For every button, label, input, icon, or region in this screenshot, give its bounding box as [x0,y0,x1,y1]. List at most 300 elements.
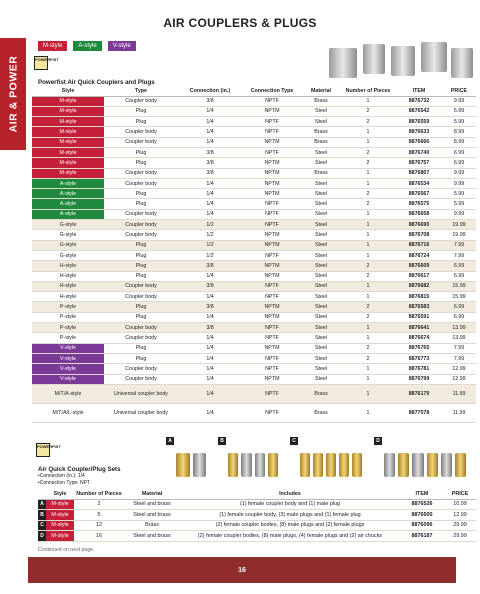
column-header: Style [46,490,74,499]
table-row [32,374,476,384]
type-cell: Plug [104,199,178,209]
column-header-letter [38,490,46,499]
connection-type-cell: NPTF [242,333,302,343]
table-row [32,220,476,230]
column-header: ITEM [400,490,444,499]
pieces-cell: 2 [340,199,396,209]
type-cell: Universal coupler body [104,403,178,422]
coupler-photo-2 [363,44,385,74]
kit-piece [241,453,251,477]
table-row [32,302,476,312]
item-cell: 8876682 [396,281,442,291]
material-cell: Steel [302,271,340,281]
connection-cell: 1/4 [178,199,242,209]
table-row [38,499,476,510]
material-cell: Steel [302,353,340,363]
includes-cell: (1) female coupler body, (3) male plugs and (1) female plug [180,510,400,521]
pieces-cell: 1 [340,230,396,240]
price-cell: 19.99 [442,220,476,230]
price-cell: 11.99 [442,384,476,403]
connection-type-cell: NPTF [242,96,302,106]
connection-type-cell: NPTM [242,189,302,199]
kit-photo-c [290,437,368,481]
style-cell: M-style [32,96,104,106]
logo-text-2: POWERFIST [37,444,61,449]
price-cell: 7.99 [442,250,476,260]
connection-type-cell: NPTF [242,199,302,209]
table-row [32,158,476,168]
connection-cell: 1/2 [178,220,242,230]
style-legend [38,41,136,51]
price-cell: 12.99 [444,510,476,521]
connection-cell: 1/4 [178,106,242,116]
table-row [38,510,476,521]
coupler-photo-1 [329,48,357,78]
style-cell: M-style [46,520,74,531]
column-header: Type [104,87,178,96]
column-header: Includes [180,490,400,499]
material-cell: Steel [302,240,340,250]
kit-letter: A [38,499,46,510]
material-cell: Steel [302,220,340,230]
material-cell: Steel [302,323,340,333]
item-cell: 8876658 [396,209,442,219]
item-cell: 8876732 [396,96,442,106]
legend-v-style: V-style [108,41,136,51]
column-header: PRICE [442,87,476,96]
style-cell: M-style [32,127,104,137]
style-cell: G-style [32,250,104,260]
style-cell: V-style [32,364,104,374]
powerfist-logo-2 [36,443,61,457]
pieces-cell: 1 [340,96,396,106]
pieces-cell: 1 [340,137,396,147]
connection-cell: 1/4 [178,384,242,403]
material-cell: Steel [302,178,340,188]
item-cell: 8876641 [396,323,442,333]
connection-cell: 1/4 [178,117,242,127]
type-cell: Plug [104,343,178,353]
sidebar-label: AIR & POWER [7,55,20,133]
item-cell: 8876807 [396,168,442,178]
connection-type-cell: NPTM [242,168,302,178]
kit-piece [176,453,190,477]
material-cell: Steel [302,189,340,199]
table-row [32,312,476,322]
column-header: Style [32,87,104,96]
kit-label-b: B [218,437,226,445]
item-cell: 8876690 [396,220,442,230]
column-header: Material [124,490,180,499]
item-cell: 8876567 [396,189,442,199]
table-row [32,364,476,374]
style-cell: M-style [32,117,104,127]
couplers-table [32,87,476,423]
coupler-photo-5 [451,48,473,78]
connection-cell: 1/4 [178,364,242,374]
connection-cell: 1/4 [178,178,242,188]
connection-cell: 3/8 [178,323,242,333]
style-cell: M/T/A/L-style [32,403,104,422]
kit-label-d: D [374,437,382,445]
pieces-cell: 1 [340,333,396,343]
pieces-cell: 1 [340,220,396,230]
price-cell: 29.99 [444,520,476,531]
connection-type-cell: NPTF [242,281,302,291]
section-sidebar [0,38,26,150]
connection-type-cell: NPTF [242,250,302,260]
connection-cell: 1/4 [178,127,242,137]
item-cell: 8876633 [396,127,442,137]
item-cell: 8876724 [396,250,442,260]
page-number: 16 [238,566,246,574]
powerfist-logo [34,56,59,70]
legend-a-style: A-style [73,41,101,51]
type-cell: Coupler body [104,333,178,343]
table-row [32,250,476,260]
style-cell: A-style [32,189,104,199]
kit-letter: D [38,531,46,542]
price-cell: 19.99 [442,230,476,240]
connection-cell: 1/4 [178,343,242,353]
item-cell: 8876740 [396,147,442,157]
logo-text: POWERFIST [35,57,59,62]
connection-cell: 1/4 [178,374,242,384]
connection-cell: 1/2 [178,250,242,260]
material-cell: Steel and brass [124,510,180,521]
type-cell: Coupler body [104,292,178,302]
price-cell: 5.99 [442,117,476,127]
connection-type-cell: NPTM [242,137,302,147]
table-row [32,271,476,281]
type-cell: Plug [104,117,178,127]
price-cell: 5.99 [442,199,476,209]
item-cell: 8876559 [396,117,442,127]
table-row [32,343,476,353]
type-cell: Coupler body [104,323,178,333]
item-cell: 8876666 [396,137,442,147]
table-row [32,199,476,209]
kit-piece [384,453,395,477]
kit-label-c: C [290,437,298,445]
connection-cell: 1/2 [178,230,242,240]
pieces-cell: 1 [340,403,396,422]
price-cell: 7.99 [442,240,476,250]
table-row [32,403,476,422]
price-cell: 15.99 [442,292,476,302]
material-cell: Steel [302,333,340,343]
type-cell: Coupler body [104,230,178,240]
table-row [32,323,476,333]
price-cell: 10.99 [444,499,476,510]
item-cell: 8876583 [396,302,442,312]
connection-cell: 1/2 [178,240,242,250]
pieces-cell: 1 [340,323,396,333]
type-cell: Coupler body [104,364,178,374]
price-cell: 13.99 [442,333,476,343]
style-cell: M-style [46,499,74,510]
item-cell: 8876575 [396,199,442,209]
item-cell: 8876716 [396,240,442,250]
style-cell: V-style [32,353,104,363]
price-cell: 9.99 [442,209,476,219]
connection-type-cell: NPTM [242,158,302,168]
type-cell: Coupler body [104,220,178,230]
material-cell: Steel [302,250,340,260]
spec-connection-type: •Connection Type: NPT [38,479,90,486]
includes-cell: (1) female coupler body and (1) male plug [180,499,400,510]
type-cell: Universal coupler body [104,384,178,403]
style-cell: M-style [32,137,104,147]
style-cell: A-style [32,209,104,219]
column-header: Connection (in.) [178,87,242,96]
pieces-cell: 2 [340,271,396,281]
couplers-table-title: Powerfist Air Quick Couplers and Plugs [38,79,155,86]
material-cell: Steel [302,230,340,240]
style-cell: H-style [32,281,104,291]
style-cell: M-style [32,106,104,116]
price-cell: 5.99 [442,106,476,116]
pieces-cell: 1 [340,127,396,137]
style-cell: M-style [32,168,104,178]
kit-piece [268,453,278,477]
table-row [32,384,476,403]
kit-letter: C [38,520,46,531]
pieces-cell: 2 [340,261,396,271]
item-cell: 8876765 [396,343,442,353]
table-row [38,531,476,542]
sets-table-title: Air Quick Coupler/Plug Sets [38,466,121,473]
type-cell: Plug [104,189,178,199]
price-cell: 5.99 [442,189,476,199]
style-cell: P-style [32,312,104,322]
kit-piece [193,453,207,477]
style-cell: G-style [32,220,104,230]
item-cell: 8877078 [396,403,442,422]
material-cell: Brass [124,520,180,531]
type-cell: Plug [104,271,178,281]
connection-cell: 3/8 [178,147,242,157]
connection-type-cell: NPTF [242,209,302,219]
pieces-cell: 5 [74,510,124,521]
legend-m-style: M-style [38,41,67,51]
pieces-cell: 2 [340,147,396,157]
connection-type-cell: NPTF [242,117,302,127]
kit-piece [352,453,362,477]
kit-piece [326,453,336,477]
style-cell: A-style [32,178,104,188]
item-cell: 8876674 [396,333,442,343]
column-header: Number of Pieces [340,87,396,96]
material-cell: Steel [302,364,340,374]
price-cell: 7.99 [442,343,476,353]
connection-cell: 1/4 [178,353,242,363]
material-cell: Steel [302,147,340,157]
kit-letter: B [38,510,46,521]
connection-type-cell: NPTF [242,127,302,137]
style-cell: P-style [32,333,104,343]
type-cell: Plug [104,147,178,157]
connection-type-cell: NPTM [242,374,302,384]
table-row [38,520,476,531]
item-cell: 8876799 [396,374,442,384]
item-cell: 8876096 [400,520,444,531]
kit-piece [339,453,349,477]
table-row [32,292,476,302]
connection-type-cell: NPTF [242,353,302,363]
item-cell: 8876500 [400,510,444,521]
price-cell: 6.99 [442,158,476,168]
material-cell: Steel and brass [124,499,180,510]
material-cell: Steel [302,199,340,209]
item-cell: 8876617 [396,271,442,281]
kit-piece [398,453,409,477]
pieces-cell: 2 [340,353,396,363]
material-cell: Brass [302,127,340,137]
price-cell: 12.99 [442,374,476,384]
material-cell: Steel [302,158,340,168]
table-row [32,209,476,219]
coupler-photo-3 [391,46,415,76]
item-cell: 8876815 [396,292,442,302]
type-cell: Plug [104,302,178,312]
connection-cell: 1/4 [178,271,242,281]
kit-photo-a [166,437,212,481]
connection-type-cell: NPTM [242,106,302,116]
kit-photo-d [374,437,472,481]
price-cell: 6.99 [442,271,476,281]
item-cell: 8876609 [396,261,442,271]
type-cell: Plug [104,353,178,363]
material-cell: Steel [302,343,340,353]
item-cell: 8876187 [400,531,444,542]
price-cell: 6.99 [442,261,476,271]
pieces-cell: 2 [340,106,396,116]
type-cell: Plug [104,261,178,271]
price-cell: 7.99 [442,353,476,363]
table-row [32,240,476,250]
type-cell: Coupler body [104,96,178,106]
style-cell: P-style [32,323,104,333]
page-footer [28,557,456,583]
spec-connection: •Connection (in.): 1/4 [38,473,85,479]
price-cell: 8.99 [442,137,476,147]
table-row [32,281,476,291]
price-cell: 15.99 [442,281,476,291]
style-cell: A-style [32,199,104,209]
connection-type-cell: NPTF [242,220,302,230]
connection-cell: 3/8 [178,168,242,178]
price-cell: 12.99 [442,364,476,374]
table-row [32,353,476,363]
material-cell: Steel [302,209,340,219]
connection-type-cell: NPTM [242,302,302,312]
material-cell: Steel [302,302,340,312]
pieces-cell: 1 [340,178,396,188]
item-cell: 8876526 [400,499,444,510]
connection-type-cell: NPTM [242,312,302,322]
price-cell: 11.99 [442,403,476,422]
style-cell: G-style [32,230,104,240]
kit-piece [427,453,438,477]
pieces-cell: 1 [340,384,396,403]
table-row [32,96,476,106]
table-row [32,189,476,199]
connection-type-cell: NPTM [242,230,302,240]
column-header: PRICE [444,490,476,499]
connection-type-cell: NPTM [242,240,302,250]
material-cell: Steel [302,312,340,322]
table-row [32,261,476,271]
column-header: Number of Pieces [74,490,124,499]
table-row [32,230,476,240]
connection-cell: 1/4 [178,403,242,422]
pieces-cell: 1 [340,168,396,178]
kit-piece [313,453,323,477]
type-cell: Coupler body [104,281,178,291]
pieces-cell: 1 [340,250,396,260]
kit-piece [455,453,466,477]
connection-cell: 1/4 [178,292,242,302]
price-cell: 13.99 [442,323,476,333]
kit-label-a: A [166,437,174,445]
connection-type-cell: NPTF [242,147,302,157]
connection-type-cell: NPTF [242,323,302,333]
material-cell: Steel and brass [124,531,180,542]
connection-cell: 1/4 [178,312,242,322]
product-photos [327,40,477,90]
connection-cell: 1/4 [178,333,242,343]
material-cell: Brass [302,168,340,178]
item-cell: 8876534 [396,178,442,188]
connection-type-cell: NPTM [242,271,302,281]
kit-piece [300,453,310,477]
table-row [32,117,476,127]
column-header: Connection Type [242,87,302,96]
price-cell: 6.99 [442,147,476,157]
pieces-cell: 1 [340,209,396,219]
connection-type-cell: NPTM [242,343,302,353]
pieces-cell: 2 [340,343,396,353]
table-row [32,106,476,116]
material-cell: Steel [302,374,340,384]
material-cell: Steel [302,281,340,291]
couplers-table-header [32,87,476,96]
connection-cell: 3/8 [178,261,242,271]
sets-table-body [38,499,476,541]
includes-cell: (2) female coupler bodies, (8) male plugs and (2) female plugs [180,520,400,531]
type-cell: Coupler body [104,168,178,178]
sets-table-header [38,490,476,499]
couplers-table-body [32,96,476,422]
style-cell: H-style [32,271,104,281]
table-row [32,168,476,178]
item-cell: 8876773 [396,353,442,363]
column-header: ITEM [396,87,442,96]
price-cell: 9.99 [442,96,476,106]
type-cell: Coupler body [104,209,178,219]
connection-type-cell: NPTF [242,292,302,302]
price-cell: 9.99 [442,168,476,178]
pieces-cell: 2 [340,158,396,168]
item-cell: 8876591 [396,312,442,322]
pieces-cell: 2 [74,499,124,510]
pieces-cell: 2 [340,189,396,199]
style-cell: P-style [32,302,104,312]
connection-cell: 1/4 [178,209,242,219]
kit-piece [255,453,265,477]
pieces-cell: 2 [340,302,396,312]
